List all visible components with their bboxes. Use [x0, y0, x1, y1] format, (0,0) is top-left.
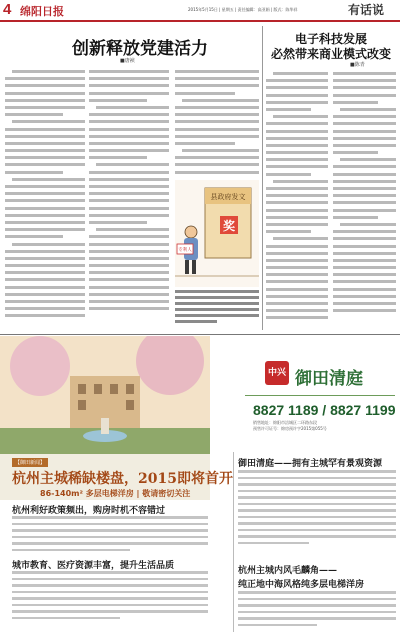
ad-license: 预售许可证号：绵房预许字2015第055号	[253, 426, 327, 431]
ad-news3-title: 御田清庭——拥有主城罕有景观资源	[238, 459, 383, 469]
section-title: 有话说	[348, 3, 385, 17]
ad-news3-body	[238, 470, 396, 558]
ad-brand-panel	[210, 336, 400, 456]
main-article-column-3	[175, 70, 259, 178]
cartoon-illustration	[175, 180, 259, 287]
figure-sign: 专利人	[178, 248, 192, 253]
newspaper-name: 绵阳日报	[20, 5, 64, 18]
brand-logo-icon: 中兴	[265, 361, 289, 385]
main-article-byline: ■唐祯	[120, 58, 135, 64]
ad-banner-headline: 杭州主城稀缺楼盘，2015即将首开	[12, 471, 233, 487]
stamp-text: 奖	[222, 219, 236, 233]
side-article-column-2	[333, 72, 396, 330]
ad-news4-title-line1: 杭州主城内风毛麟角——	[238, 566, 338, 576]
ad-address: 销售地址：绵阳市涪城区二环路东段	[253, 420, 317, 425]
side-article-column-1	[266, 72, 328, 330]
header-info: 2015年5月15日 | 星期五 | 责任编辑：高亚娟 | 版式：陈华祥	[188, 7, 298, 12]
illustration-caption	[175, 290, 259, 328]
ad-divider	[245, 395, 395, 396]
side-article-title-line1: 电子科技发展	[294, 32, 367, 46]
side-article-title-line2: 必然带来商业模式改变	[270, 47, 391, 61]
poster-text: 县政府发文	[210, 193, 246, 201]
ad-scenery-image	[0, 336, 210, 454]
ad-column-divider	[233, 452, 234, 632]
page-number: 4	[3, 1, 12, 18]
ad-news4-body	[238, 591, 396, 632]
ad-news2-body	[12, 571, 208, 631]
ad-phone-number: 8827 1189 / 8827 1199	[253, 402, 396, 418]
ad-banner-tag: 【御田新闻】	[12, 458, 48, 467]
main-article-title: 创新释放党建活力	[72, 39, 208, 59]
ad-news1-title: 杭州利好政策频出，购房时机不容错过	[12, 506, 166, 516]
ad-news2-title: 城市教育、医疗资源丰富，提升生活品质	[12, 561, 175, 571]
main-article-column-1	[5, 70, 85, 330]
ad-banner-subtitle: 86-140m² 多层电梯洋房 | 敬请密切关注	[40, 489, 191, 498]
brand-name: 御田清庭	[295, 369, 363, 389]
ad-news1-body	[12, 516, 208, 554]
main-article-column-2	[89, 70, 169, 330]
column-divider	[262, 26, 263, 330]
side-article-byline: ■陈青	[350, 62, 365, 68]
ad-news4-title-line2: 纯正地中海风格纯多层电梯洋房	[238, 580, 365, 590]
